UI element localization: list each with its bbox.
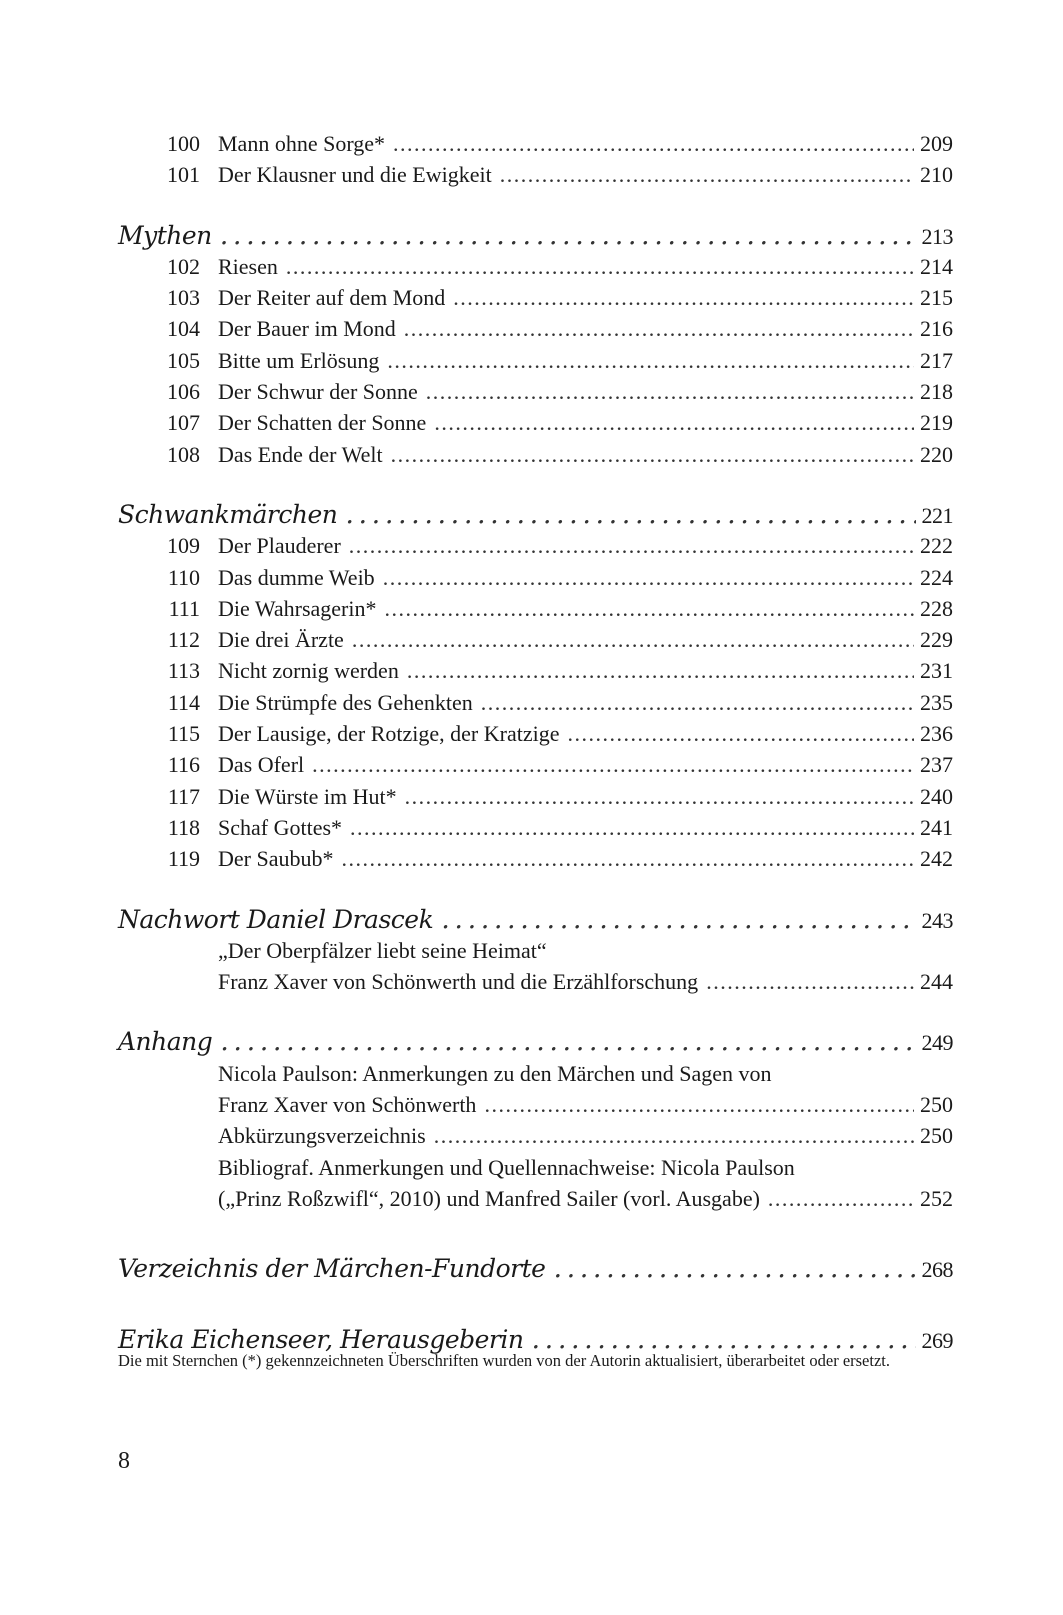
dot-leader bbox=[426, 376, 914, 407]
dot-leader bbox=[349, 530, 914, 561]
dot-leader bbox=[441, 904, 915, 935]
entry-title: Mann ohne Sorge* bbox=[218, 131, 386, 156]
toc-entry bbox=[118, 812, 953, 843]
section-page: 243 bbox=[921, 907, 953, 933]
entry-number: 100 bbox=[167, 131, 200, 156]
page-number: 8 bbox=[118, 1448, 130, 1474]
entry-number: 114 bbox=[167, 689, 200, 715]
toc-entry bbox=[118, 251, 953, 282]
dot-leader bbox=[481, 687, 914, 718]
dot-leader bbox=[220, 1026, 915, 1057]
dot-leader bbox=[312, 749, 914, 780]
entry-page: 231 bbox=[920, 658, 953, 684]
section-title: Mythen bbox=[118, 220, 212, 250]
toc-subline bbox=[118, 1058, 953, 1089]
entry-title: Nicht zornig werden bbox=[218, 658, 399, 684]
dot-leader bbox=[404, 313, 914, 344]
entry-title: Der Saubub* bbox=[218, 846, 334, 872]
entry-number: 109 bbox=[167, 533, 200, 559]
toc-subline bbox=[118, 966, 953, 997]
toc-entry bbox=[118, 530, 953, 561]
entry-page: 241 bbox=[920, 814, 953, 840]
subline-text: Bibliograf. Anmerkungen und Quellennachweise: Nicola Paulson bbox=[218, 1154, 795, 1180]
toc-subline bbox=[118, 1183, 953, 1214]
toc-entry bbox=[118, 282, 953, 313]
entry-title: Der Klausner und die Ewigkeit bbox=[218, 162, 492, 188]
table-of-contents bbox=[118, 128, 953, 1355]
entry-title: Die Strümpfe des Gehenkten bbox=[218, 689, 473, 715]
entry-title: Das Ende der Welt bbox=[218, 441, 383, 467]
section-heading-nachwort bbox=[118, 904, 953, 935]
entry-number: 119 bbox=[167, 846, 200, 872]
section-title: Schwankmärchen bbox=[118, 499, 338, 529]
entry-page: 235 bbox=[920, 689, 953, 715]
dot-leader bbox=[453, 282, 914, 313]
toc-subline bbox=[118, 1120, 953, 1151]
entry-number: 118 bbox=[167, 814, 200, 840]
section-title: Erika Eichenseer, Herausgeberin bbox=[118, 1324, 524, 1354]
entry-page: 229 bbox=[920, 627, 953, 653]
toc-entry bbox=[118, 562, 953, 593]
entry-title: Die Wahrsagerin* bbox=[218, 595, 377, 621]
entry-page: 209 bbox=[920, 131, 953, 156]
toc-entry bbox=[118, 128, 953, 159]
section-page: 213 bbox=[921, 223, 953, 249]
entry-page: 220 bbox=[920, 441, 953, 467]
dot-leader bbox=[352, 624, 914, 655]
dot-leader bbox=[706, 966, 914, 997]
toc-subline bbox=[118, 1089, 953, 1120]
entry-page: 242 bbox=[920, 846, 953, 872]
entry-number: 106 bbox=[167, 379, 200, 405]
entry-number: 117 bbox=[167, 783, 200, 809]
dot-leader bbox=[383, 562, 914, 593]
entry-title: Der Schatten der Sonne bbox=[218, 410, 427, 436]
entry-page: 228 bbox=[920, 595, 953, 621]
entry-number: 107 bbox=[167, 410, 200, 436]
section-heading-anhang bbox=[118, 1026, 953, 1057]
subline-title: Abkürzungsverzeichnis bbox=[218, 1123, 426, 1149]
entry-number: 102 bbox=[167, 253, 200, 279]
dot-leader bbox=[567, 718, 914, 749]
entry-title: Das dumme Weib bbox=[218, 564, 375, 590]
section-page: 269 bbox=[921, 1327, 953, 1353]
entry-page: 240 bbox=[920, 783, 953, 809]
entry-page: 237 bbox=[920, 752, 953, 778]
dot-leader bbox=[768, 1183, 914, 1214]
entry-title: Bitte um Erlösung bbox=[218, 347, 380, 373]
dot-leader bbox=[393, 128, 914, 159]
entry-number: 103 bbox=[167, 285, 200, 311]
subline-title: Franz Xaver von Schönwerth bbox=[218, 1092, 477, 1118]
subline-text: Nicola Paulson: Anmerkungen zu den Märchen und Sagen von bbox=[218, 1060, 772, 1086]
dot-leader bbox=[434, 1120, 914, 1151]
section-page: 249 bbox=[921, 1030, 953, 1056]
dot-leader bbox=[391, 439, 914, 470]
section-page: 268 bbox=[921, 1257, 953, 1283]
toc-entry bbox=[118, 313, 953, 344]
entry-title: Das Oferl bbox=[218, 752, 305, 778]
entry-number: 115 bbox=[167, 721, 200, 747]
entry-title: Schaf Gottes* bbox=[218, 814, 343, 840]
subline-page: 250 bbox=[920, 1123, 953, 1149]
toc-entry bbox=[118, 345, 953, 376]
dot-leader bbox=[350, 812, 914, 843]
entry-page: 214 bbox=[920, 253, 953, 279]
entry-number: 104 bbox=[167, 316, 200, 342]
entry-page: 215 bbox=[920, 285, 953, 311]
toc-entry bbox=[118, 439, 953, 470]
section-heading-schwankmaerchen bbox=[118, 499, 953, 530]
entry-page: 236 bbox=[920, 721, 953, 747]
entry-title: Der Plauderer bbox=[218, 533, 341, 559]
toc-entry bbox=[118, 624, 953, 655]
toc-subline bbox=[118, 935, 953, 966]
entry-number: 111 bbox=[168, 595, 200, 621]
dot-leader bbox=[385, 593, 915, 624]
dot-leader bbox=[345, 499, 915, 530]
dot-leader bbox=[407, 655, 914, 686]
subline-title: („Prinz Roßzwifl“, 2010) und Manfred Sailer (vorl. Ausgabe) bbox=[218, 1185, 760, 1211]
toc-entry bbox=[118, 655, 953, 686]
section-page: 221 bbox=[921, 502, 953, 528]
entry-page: 210 bbox=[920, 162, 953, 188]
entry-page: 224 bbox=[920, 564, 953, 590]
entry-title: Der Lausige, der Rotzige, der Kratzige bbox=[218, 721, 560, 747]
section-title: Verzeichnis der Märchen-Fundorte bbox=[118, 1254, 546, 1284]
entry-number: 105 bbox=[167, 347, 200, 373]
entry-title: Der Bauer im Mond bbox=[218, 316, 396, 342]
subline-page: 244 bbox=[920, 969, 953, 995]
subline-page: 250 bbox=[920, 1092, 953, 1118]
dot-leader bbox=[405, 781, 914, 812]
dot-leader bbox=[220, 220, 916, 251]
entry-title: Der Schwur der Sonne bbox=[218, 379, 418, 405]
entry-number: 113 bbox=[167, 658, 200, 684]
entry-page: 222 bbox=[920, 533, 953, 559]
entry-number: 101 bbox=[167, 162, 200, 188]
toc-entry bbox=[118, 843, 953, 874]
toc-entry bbox=[118, 687, 953, 718]
dot-leader bbox=[553, 1253, 915, 1284]
subline-text: „Der Oberpfälzer liebt seine Heimat“ bbox=[218, 937, 547, 963]
entry-page: 216 bbox=[920, 316, 953, 342]
toc-entry bbox=[118, 376, 953, 407]
toc-entry bbox=[118, 593, 953, 624]
entry-title: Riesen bbox=[218, 253, 278, 279]
toc-entry bbox=[118, 749, 953, 780]
entry-page: 217 bbox=[920, 347, 953, 373]
subline-title: Franz Xaver von Schönwerth und die Erzählforschung bbox=[218, 969, 699, 995]
entry-title: Die Würste im Hut* bbox=[218, 783, 397, 809]
section-heading-verzeichnis bbox=[118, 1253, 953, 1284]
dot-leader bbox=[434, 407, 914, 438]
dot-leader bbox=[341, 843, 914, 874]
dot-leader bbox=[500, 159, 914, 190]
toc-entry bbox=[118, 781, 953, 812]
entry-number: 110 bbox=[167, 564, 200, 590]
section-title: Nachwort Daniel Drascek bbox=[118, 904, 434, 934]
footnote: Die mit Sternchen (*) gekennzeichneten Überschriften wurden von der Autorin aktualisiert, überarbeitet oder ersetzt. bbox=[118, 1351, 890, 1370]
entry-page: 218 bbox=[920, 379, 953, 405]
dot-leader bbox=[286, 251, 914, 282]
dot-leader bbox=[387, 345, 914, 376]
toc-subline bbox=[118, 1152, 953, 1183]
entry-page: 219 bbox=[920, 410, 953, 436]
entry-number: 112 bbox=[167, 627, 200, 653]
toc-entry bbox=[118, 718, 953, 749]
subline-page: 252 bbox=[920, 1185, 953, 1211]
entry-number: 108 bbox=[167, 441, 200, 467]
toc-entry bbox=[118, 407, 953, 438]
entry-title: Die drei Ärzte bbox=[218, 627, 344, 653]
toc-entry bbox=[118, 159, 953, 190]
section-heading-mythen bbox=[118, 220, 953, 251]
dot-leader bbox=[484, 1089, 914, 1120]
entry-title: Der Reiter auf dem Mond bbox=[218, 285, 446, 311]
section-title: Anhang bbox=[118, 1027, 213, 1057]
entry-number: 116 bbox=[167, 752, 200, 778]
